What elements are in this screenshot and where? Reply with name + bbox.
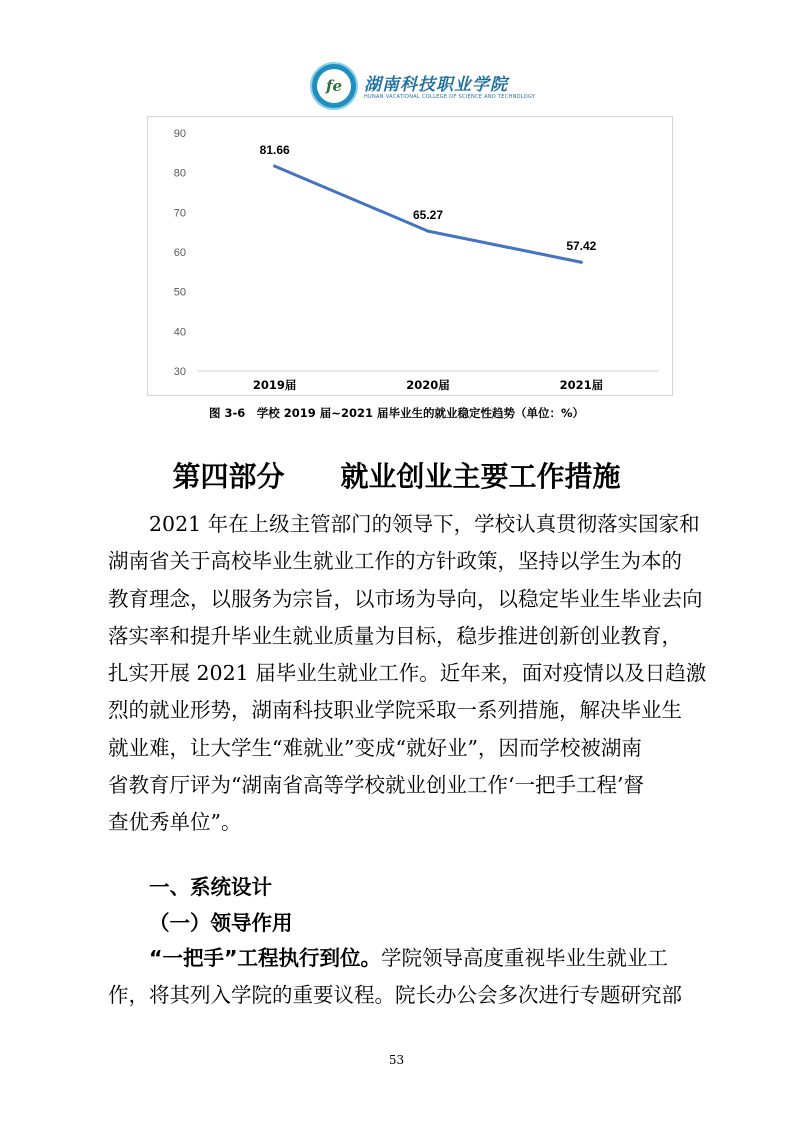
- figure-caption: 图 3-6 学校 2019 届~2021 届毕业生的就业稳定性趋势（单位：%）: [209, 406, 584, 420]
- data-point: [273, 165, 276, 168]
- y-tick-label: 50: [173, 286, 186, 299]
- y-tick-label: 30: [173, 366, 186, 378]
- school-name-cn: 湖南科技职业学院: [364, 75, 508, 95]
- school-name-en: HUNAN VACATIONAL COLLEGE OF SCIENCE AND TECHNOLOGY: [364, 94, 536, 100]
- y-tick-label: 60: [173, 247, 186, 259]
- paragraph-line: 就业难，让大学生“难就业”变成“就好业”，因而学校被湖南: [108, 735, 642, 760]
- paragraph-line: 烈的就业形势，湖南科技职业学院采取一系列措施，解决毕业生: [108, 698, 682, 723]
- page-number: 53: [388, 1053, 405, 1067]
- paragraph-leadership: [108, 940, 718, 1015]
- y-tick-label: 90: [173, 128, 186, 140]
- paragraph-line: [108, 940, 718, 977]
- paragraph-line: 湖南省关于高校毕业生就业工作的方针政策，坚持以学生为本的: [108, 549, 682, 574]
- paragraph-intro: [108, 506, 708, 842]
- paragraph-line: 落实率和提升毕业生就业质量为目标，稳步推进创新创业教育，: [108, 623, 682, 648]
- data-label: 57.42: [566, 239, 597, 254]
- x-tick-label: 2019届: [252, 378, 297, 392]
- heading-leadership: （一）领导作用: [149, 911, 293, 935]
- x-tick-label: 2020届: [406, 378, 450, 392]
- paragraph-line: 作，将其列入学院的重要议程。院长办公会多次进行专题研究部: [108, 983, 682, 1008]
- stability-trend-chart: [147, 116, 673, 396]
- line-rest: 学院领导高度重视毕业生就业工: [380, 946, 668, 970]
- paragraph-line: 查优秀单位”。: [108, 810, 242, 835]
- paragraph-line: 2021 年在上级主管部门的领导下，学校认真贯彻落实国家和: [149, 512, 700, 536]
- y-tick-label: 40: [173, 326, 186, 339]
- heading-system-design: 一、系统设计: [149, 875, 272, 899]
- y-tick-label: 70: [173, 207, 186, 220]
- data-label: 65.27: [412, 208, 444, 223]
- chart-svg: [148, 117, 674, 397]
- document-header: [300, 62, 540, 112]
- logo-mark: fe: [317, 69, 351, 103]
- section-title: 第四部分 就业创业主要工作措施: [172, 460, 621, 493]
- paragraph-line: 省教育厅评为“湖南省高等学校就业创业工作‘一把手工程’督: [108, 773, 645, 798]
- bold-lead: “一把手”工程执行到位。: [149, 946, 381, 970]
- data-point: [427, 230, 430, 233]
- data-point: [580, 261, 583, 264]
- data-label: 81.66: [259, 143, 290, 158]
- y-tick-label: 80: [173, 167, 186, 180]
- school-logo: [310, 62, 358, 110]
- paragraph-line: 扎实开展 2021 届毕业生就业工作。近年来，面对疫情以及日趋激: [108, 661, 707, 686]
- x-tick-label: 2021届: [559, 378, 604, 392]
- paragraph-line: 教育理念，以服务为宗旨，以市场为导向，以稳定毕业生毕业去向: [108, 586, 703, 611]
